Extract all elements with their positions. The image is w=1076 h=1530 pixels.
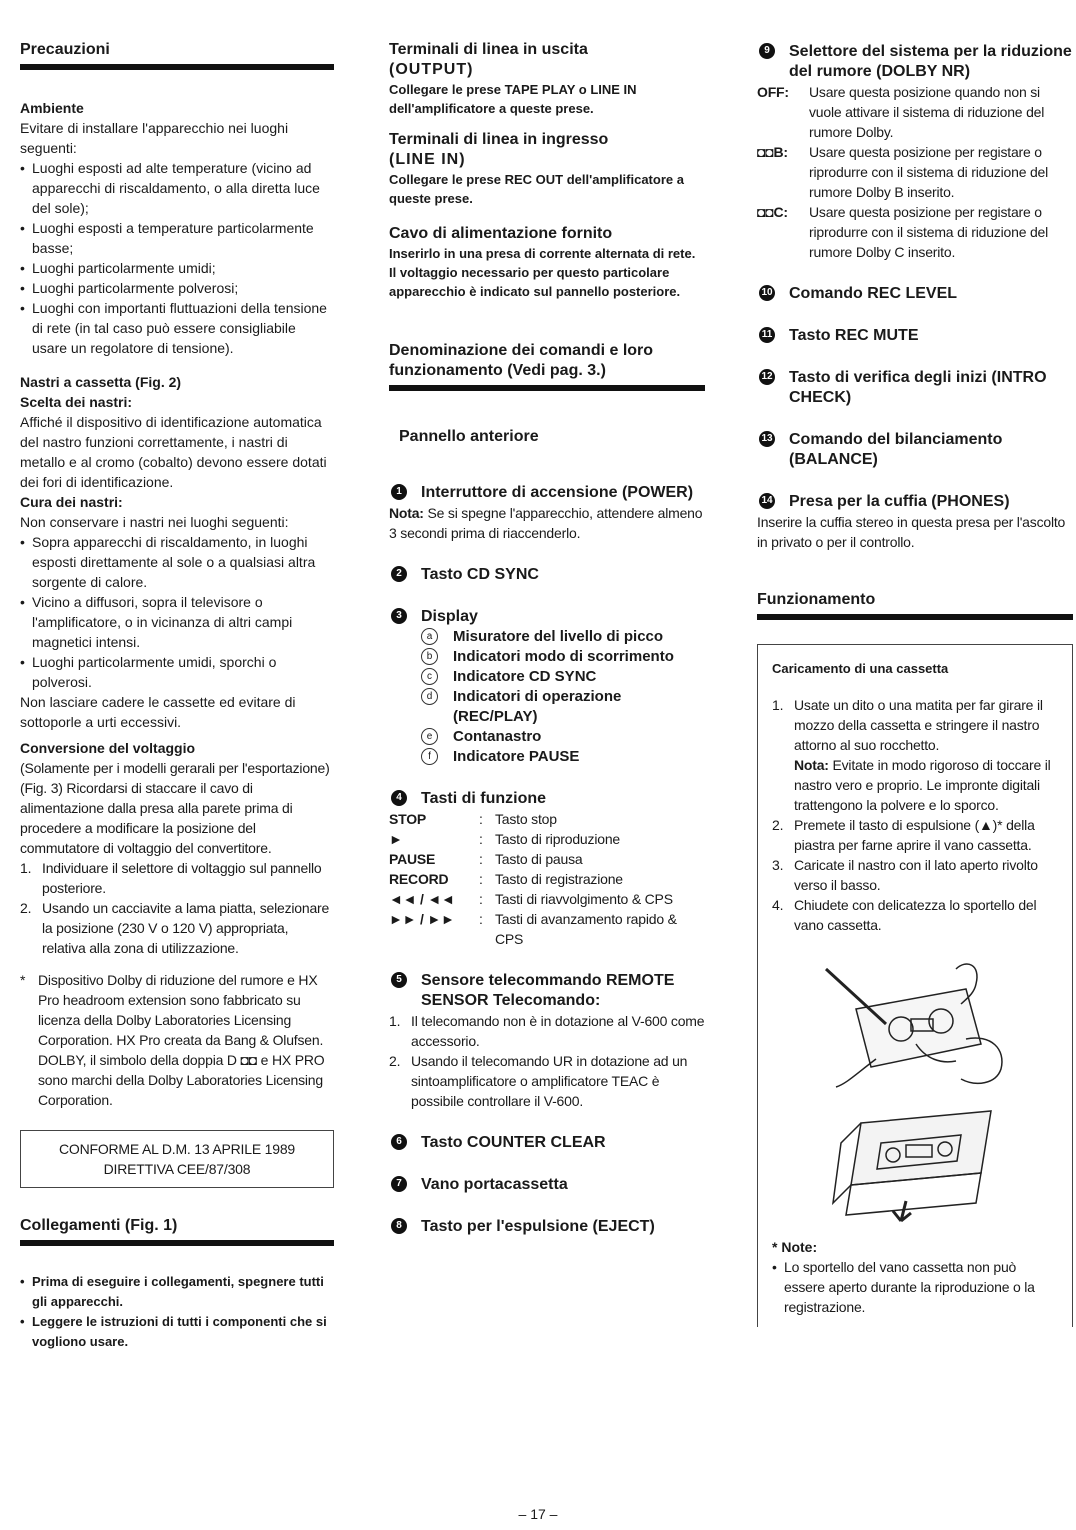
number-badge: 8 <box>391 1218 407 1234</box>
section-rule <box>20 64 334 70</box>
number-badge: 1 <box>391 484 407 500</box>
ambiente-title: Ambiente <box>20 100 84 116</box>
collegamenti-title: Collegamenti (Fig. 1) <box>20 1217 178 1234</box>
item-rec-level: 10 Comando REC LEVEL <box>757 284 1073 304</box>
list-item: • Sopra apparecchi di riscaldamento, in luoghi esposti direttamente al sole o a qualsiasi altra sorgente di calore. <box>20 532 334 592</box>
list-item: 2. Premete il tasto di espulsione (▲)* della piastra per farne aprire il vano cassetta. <box>772 817 1035 853</box>
number-badge: 12 <box>759 369 775 385</box>
number-badge: 14 <box>759 493 775 509</box>
section-rule <box>389 385 705 391</box>
list-item: • Luoghi particolarmente umidi, sporchi o polverosi. <box>20 652 334 692</box>
output-title-sub: (OUTPUT) <box>389 61 474 78</box>
nastri-title: Nastri a cassetta (Fig. 2) <box>20 374 182 390</box>
list-item: b Indicatori modo di scorrimento <box>389 647 705 667</box>
denominazione-title: Denominazione dei comandi e loro funzionamento (Vedi pag. 3.) <box>389 342 654 379</box>
item-cd-sync: 2 Tasto CD SYNC <box>389 565 705 585</box>
ambiente-list <box>20 158 334 358</box>
table-row: ► : Tasto di riproduzione <box>389 831 620 847</box>
list-item: • Luoghi esposti ad alte temperature (vicino ad apparecchi di riscaldamento, o alla diretta luce del sole); <box>20 158 334 218</box>
voltaggio-steps <box>20 858 334 958</box>
table-row: STOP : Tasto stop <box>389 811 557 827</box>
notes-title: * Note: <box>772 1239 818 1255</box>
item-power: 1 Interruttore di accensione (POWER) <box>389 483 705 503</box>
number-badge: 7 <box>391 1176 407 1192</box>
table-row: RECORD : Tasto di registrazione <box>389 871 623 887</box>
item-eject: 8 Tasto per l'espulsione (EJECT) <box>389 1217 705 1237</box>
pannello-title: Pannello anteriore <box>399 428 539 445</box>
number-badge: 2 <box>391 566 407 582</box>
list-item: • Prima di eseguire i collegamenti, spegnere tutti gli apparecchi. <box>20 1272 334 1312</box>
cura-title: Cura dei nastri: <box>20 494 123 510</box>
column-middle <box>389 40 705 1237</box>
remote-steps <box>389 1011 705 1111</box>
table-row: ◘◘B: Usare questa posizione per registare o riprodurre con il sistema di riduzione del rumore Dolby B inserito. <box>757 144 1049 200</box>
phones-text: Inserire la cuffia stereo in questa presa per l'ascolto in privato o per il controllo. <box>757 514 1066 550</box>
input-text: Collegare le prese REC OUT dell'amplificatore a queste prese. <box>389 172 684 206</box>
caricamento-note: Nota: Evitate in modo rigoroso di toccare il nastro vero e proprio. Le impronte digitali trattengono la polvere e lo sporco. <box>794 757 1051 813</box>
list-item: 1. Individuare il selettore di voltaggio sul pannello posteriore. <box>20 860 322 896</box>
number-badge: 11 <box>759 327 775 343</box>
output-text: Collegare le prese TAPE PLAY o LINE IN dell'amplificatore a queste prese. <box>389 82 637 116</box>
function-table <box>389 809 705 949</box>
list-item: 3. Caricate il nastro con il lato aperto rivolto verso il basso. <box>772 857 1038 893</box>
voltaggio-title: Conversione del voltaggio <box>20 740 196 756</box>
scelta-title: Scelta dei nastri: <box>20 394 133 410</box>
funzionamento-title: Funzionamento <box>757 591 876 608</box>
item-remote-sensor: 5 Sensore telecommando REMOTE SENSOR Telecomando: <box>389 971 705 1011</box>
table-row: ◄◄ / ◄◄ : Tasti di riavvolgimento & CPS <box>389 891 673 907</box>
collegamenti-list <box>20 1272 334 1352</box>
list-item: f Indicatore PAUSE <box>389 747 705 767</box>
list-item: • Luoghi particolarmente umidi; <box>20 258 334 278</box>
number-badge: 6 <box>391 1134 407 1150</box>
dolby-table <box>757 82 1073 262</box>
list-item: e Contanastro <box>389 727 705 747</box>
item-rec-mute: 11 Tasto REC MUTE <box>757 326 1073 346</box>
list-item: • Vicino a diffusori, sopra il televisore o l'amplificatore, o in vicinanza di altri campi magnetici intensi. <box>20 592 334 652</box>
voltaggio-text: (Solamente per i modelli gerarali per l'esportazione) (Fig. 3) Ricordarsi di staccare il cavo di alimentazione dalla presa alla parete prima di procedere a modificare la posizione del commutatore di voltaggio del convertitore. <box>20 760 330 856</box>
table-row: ◘◘C: Usare questa posizione per registare o riprodurre con il sistema di riduzione del rumore Dolby C inserito. <box>757 204 1049 260</box>
column-right <box>757 40 1073 1327</box>
item-balance: 13 Comando del bilanciamento (BALANCE) <box>757 430 1073 470</box>
power-note: Nota: Se si spegne l'apparecchio, attendere almeno 3 secondi prima di riaccenderlo. <box>389 505 703 541</box>
number-badge: 10 <box>759 285 775 301</box>
table-row: ►► / ►► : Tasti di avanzamento rapido & CPS <box>389 911 677 947</box>
ambiente-intro: Evitare di installare l'apparecchio nei luoghi seguenti: <box>20 120 289 156</box>
conforme-line: CONFORME AL D.M. 13 APRILE 1989 <box>58 1141 296 1157</box>
list-item: • Luoghi con importanti fluttuazioni della tensione di rete (in tal caso può essere consigliabile usare un regolatore di tensione). <box>20 298 334 358</box>
cura-note: Non lasciare cadere le cassette ed evitare di sottoporle a urti eccessivi. <box>20 694 296 730</box>
cassette-insert-illustration <box>821 1103 1011 1223</box>
item-display: 3 Display <box>389 607 705 627</box>
list-item: 1. Il telecomando non è in dotazione al V-600 come accessorio. <box>389 1013 705 1049</box>
conforme-line: DIRETTIVA CEE/87/308 <box>103 1161 251 1177</box>
output-title: Terminali di linea in uscita <box>389 41 588 58</box>
list-item: d Indicatori di operazione (REC/PLAY) <box>389 687 705 727</box>
section-rule <box>757 614 1073 620</box>
table-row: PAUSE : Tasto di pausa <box>389 851 583 867</box>
list-item: 2. Usando il telecomando UR in dotazione ad un sintoamplificatore o amplificatore TEAC è possibile controllare il V-600. <box>389 1053 688 1109</box>
cavo-text: Inserirlo in una presa di corrente alternata di rete. Il voltaggio necessario per questo particolare apparecchio è indicato sul pannello posteriore. <box>389 246 696 299</box>
item-vano: 7 Vano portacassetta <box>389 1175 705 1195</box>
number-badge: 9 <box>759 43 775 59</box>
list-item: c Indicatore CD SYNC <box>389 667 705 687</box>
item-phones: 14 Presa per la cuffia (PHONES) <box>757 492 1073 512</box>
cura-intro: Non conservare i nastri nei luoghi seguenti: <box>20 514 289 530</box>
list-item: • Luoghi esposti a temperature particolarmente basse; <box>20 218 334 258</box>
number-badge: 5 <box>391 972 407 988</box>
cura-list <box>20 532 334 692</box>
precauzioni-title: Precauzioni <box>20 41 110 58</box>
caricamento-panel <box>757 644 1073 1327</box>
page-number: – 17 – <box>518 1506 558 1522</box>
list-item: • Luoghi particolarmente polverosi; <box>20 278 334 298</box>
item-funzione: 4 Tasti di funzione <box>389 789 705 809</box>
section-rule <box>20 1240 334 1246</box>
column-left <box>20 40 334 1352</box>
caricamento-steps <box>772 695 1060 935</box>
list-item: • Leggere le istruzioni di tutti i componenti che si vogliono usare. <box>20 1312 334 1352</box>
dolby-note: * Dispositivo Dolby di riduzione del rumore e HX Pro headroom extension sono fabbricato su licenza della Dolby Laboratories Licensing Corporation. HX Pro creata da Bang & Olufsen. DOLBY, il simbolo della doppia D ◘◘ e HX PRO sono marchi della Dolby Laboratories Licensing Corporation. <box>20 972 325 1108</box>
notes-list <box>772 1257 1060 1317</box>
item-counter-clear: 6 Tasto COUNTER CLEAR <box>389 1133 705 1153</box>
conforme-box <box>20 1130 334 1188</box>
scelta-text: Affiché il dispositivo di identificazione automatica del nastro funzioni correttamente, i nastri di metallo e al cromo (cobalto) devono essere dotati dei fori di identificazione. <box>20 414 327 490</box>
list-item: 1. Usate un dito o una matita per far girare il mozzo della cassetta e stringere il nastro attorno al suo rocchetto. Nota: Evitate in modo rigoroso di toccare il nastro vero e proprio. Le impronte digitali trattengono la polvere e lo sporco. <box>772 695 1060 815</box>
table-row: OFF: Usare questa posizione quando non si vuole attivare il sistema di riduzione del rumore Dolby. <box>757 84 1045 140</box>
list-item: 4. Chiudete con delicatezza lo sportello del vano cassetta. <box>772 897 1037 933</box>
display-list <box>389 627 705 767</box>
list-item: • Lo sportello del vano cassetta non può essere aperto durante la riproduzione o la registrazione. <box>772 1257 1060 1317</box>
number-badge: 4 <box>391 790 407 806</box>
input-title-sub: (LINE IN) <box>389 151 466 168</box>
cavo-title: Cavo di alimentazione fornito <box>389 225 613 242</box>
item-intro-check: 12 Tasto di verifica degli inizi (INTRO CHECK) <box>757 368 1073 408</box>
number-badge: 3 <box>391 608 407 624</box>
item-dolby-nr: 9 Selettore del sistema per la riduzione del rumore (DOLBY NR) <box>757 42 1073 82</box>
caricamento-title: Caricamento di una cassetta <box>772 661 949 676</box>
list-item: a Misuratore del livello di picco <box>389 627 705 647</box>
input-title: Terminali di linea in ingresso <box>389 131 609 148</box>
number-badge: 13 <box>759 431 775 447</box>
cassette-winding-illustration <box>816 949 1016 1089</box>
list-item: 2. Usando un cacciavite a lama piatta, selezionare la posizione (230 V o 120 V) appropriata, relativa alla zona di utilizzazione. <box>20 900 330 956</box>
